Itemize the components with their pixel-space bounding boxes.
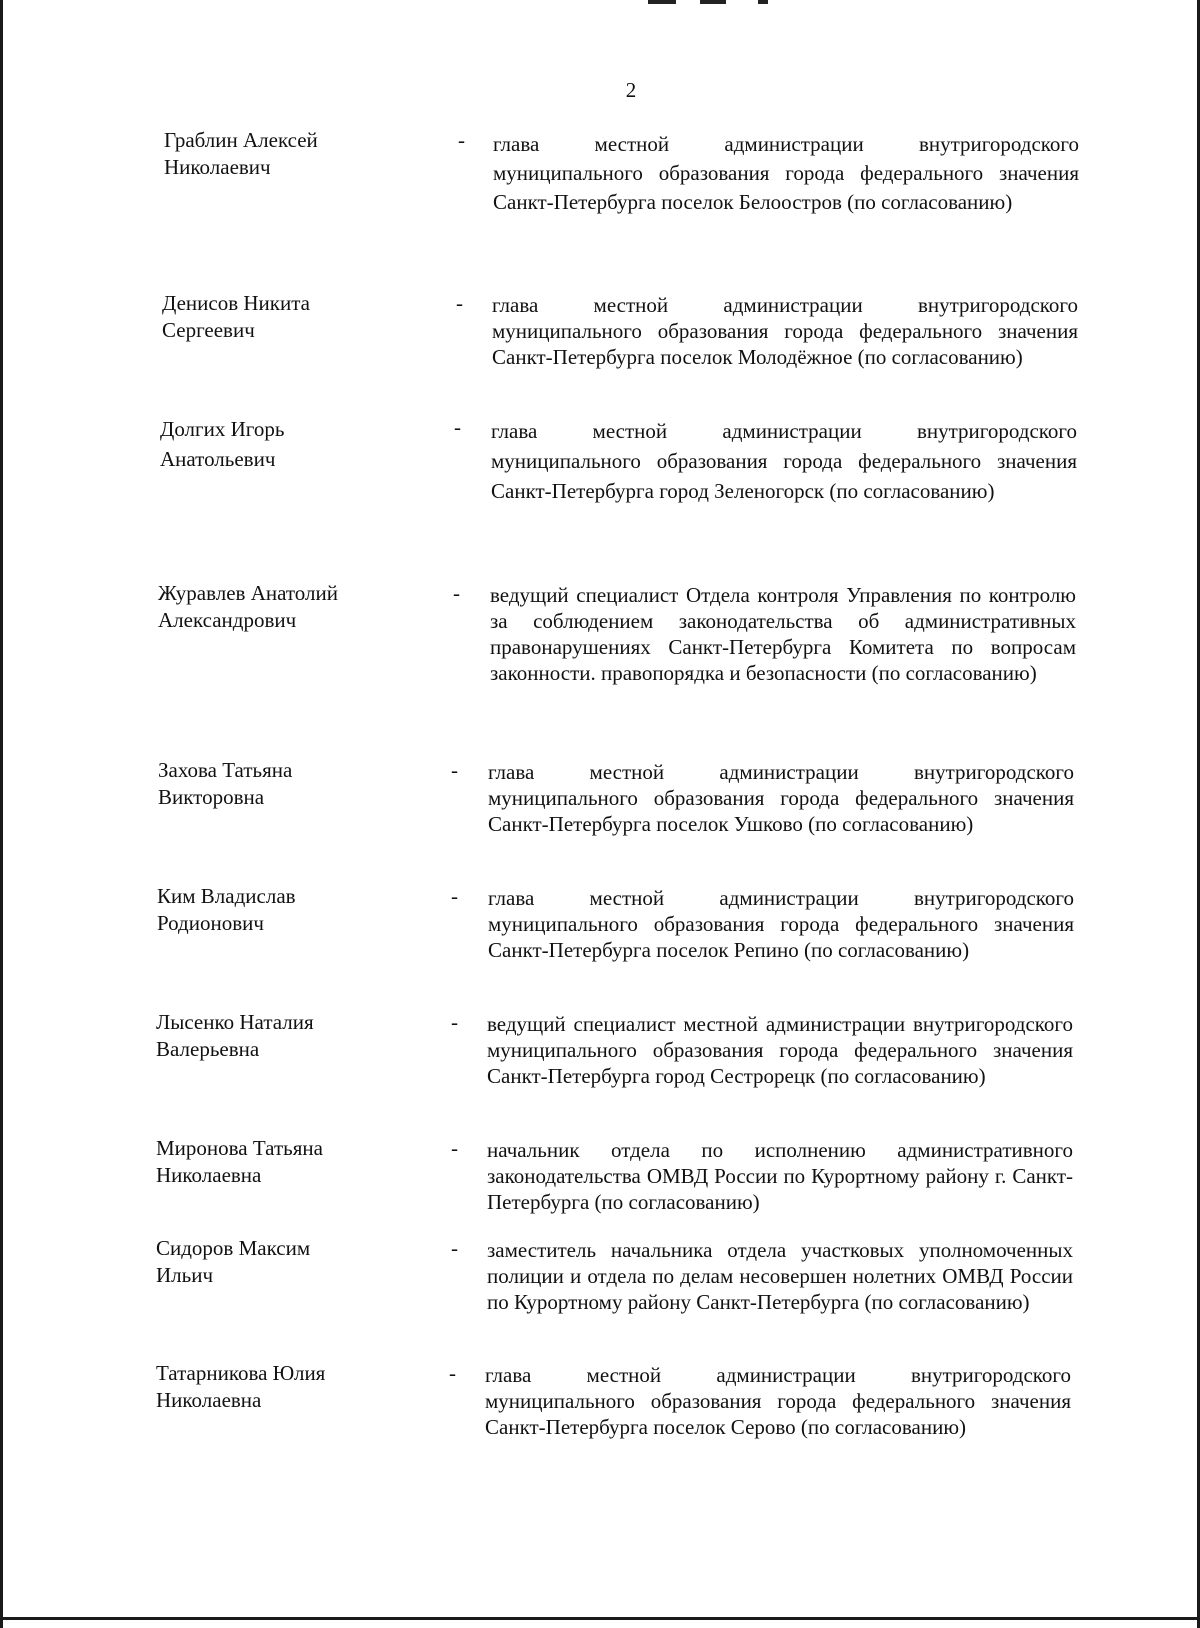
member-position: глава местной администрации внутригородского муниципального образования города федерального значения Санкт-Петербурга поселок Репино (по согласованию)	[488, 886, 1074, 962]
member-patronymic: Николаевна	[156, 1163, 262, 1187]
member-position: глава местной администрации внутригородского муниципального образования города федерального значения Санкт-Петербурга поселок Белоостров (по согласованию)	[493, 132, 1079, 214]
entry-dash: -	[449, 1361, 456, 1385]
member-surname-first-name: Долгих Игорь	[160, 417, 285, 441]
member-patronymic: Родионович	[157, 911, 264, 935]
scan-border-left	[0, 0, 3, 1628]
member-surname-first-name: Денисов Никита	[162, 291, 310, 315]
scan-border-bottom	[0, 1617, 1200, 1620]
member-name	[162, 290, 422, 344]
member-patronymic: Ильич	[156, 1263, 214, 1287]
member-name	[157, 883, 417, 937]
member-name	[156, 1360, 416, 1414]
member-name	[156, 1135, 416, 1189]
entry-dash: -	[453, 581, 460, 605]
member-position: заместитель начальника отдела участковых уполномоченных полиции и отдела по делам несовершен нолетних ОМВД России по Курортному району Санкт-Петербурга (по согласованию)	[487, 1238, 1073, 1314]
member-surname-first-name: Граблин Алексей	[164, 128, 318, 152]
member-surname-first-name: Захова Татьяна	[158, 758, 293, 782]
member-name	[158, 580, 418, 634]
member-surname-first-name: Ким Владислав	[157, 884, 296, 908]
member-patronymic: Анатольевич	[160, 447, 276, 471]
entry-dash: -	[456, 291, 463, 315]
member-name	[156, 1009, 416, 1063]
member-name	[158, 757, 418, 811]
member-surname-first-name: Лысенко Наталия	[156, 1010, 314, 1034]
member-position: глава местной администрации внутригородского муниципального образования города федерального значения Санкт-Петербурга поселок Молодёжное (по согласованию)	[492, 293, 1078, 369]
page-number: 2	[625, 78, 637, 102]
member-patronymic: Николаевич	[164, 155, 271, 179]
member-position: глава местной администрации внутригородского муниципального образования города федерального значения Санкт-Петербурга поселок Серово (по согласованию)	[485, 1363, 1071, 1439]
member-surname-first-name: Миронова Татьяна	[156, 1136, 323, 1160]
member-patronymic: Сергеевич	[162, 318, 255, 342]
entry-dash: -	[454, 415, 461, 439]
member-patronymic: Викторовна	[158, 785, 265, 809]
member-name	[156, 1235, 416, 1289]
member-name	[164, 127, 424, 181]
member-patronymic: Валерьевна	[156, 1037, 260, 1061]
member-position: начальник отдела по исполнению административного законодательства ОМВД России по Курортному району г. Санкт-Петербурга (по согласованию)	[487, 1138, 1073, 1214]
member-name	[160, 414, 420, 474]
member-position: ведущий специалист местной администрации внутригородского муниципального образования города федерального значения Санкт-Петербурга город Сестрорецк (по согласованию)	[487, 1012, 1073, 1088]
member-patronymic: Александрович	[158, 608, 297, 632]
entry-dash: -	[451, 1136, 458, 1160]
entry-dash: -	[458, 128, 465, 152]
entry-dash: -	[451, 1236, 458, 1260]
member-patronymic: Николаевна	[156, 1388, 262, 1412]
member-surname-first-name: Сидоров Максим	[156, 1236, 311, 1260]
entry-dash: -	[451, 1010, 458, 1034]
member-surname-first-name: Журавлев Анатолий	[158, 581, 338, 605]
member-position: глава местной администрации внутригородского муниципального образования города федерального значения Санкт-Петербурга город Зеленогорск (по согласованию)	[491, 419, 1077, 503]
scan-top-marks	[640, 0, 780, 6]
member-position: ведущий специалист Отдела контроля Управления по контролю за соблюдением законодательства об административных правонарушениях Санкт-Петербурга Комитета по вопросам законности. правопорядка и безопасности (по согласованию)	[490, 583, 1076, 685]
member-position: глава местной администрации внутригородского муниципального образования города федерального значения Санкт-Петербурга поселок Ушково (по согласованию)	[488, 760, 1074, 836]
member-surname-first-name: Татарникова Юлия	[156, 1361, 326, 1385]
entry-dash: -	[451, 884, 458, 908]
entry-dash: -	[451, 758, 458, 782]
